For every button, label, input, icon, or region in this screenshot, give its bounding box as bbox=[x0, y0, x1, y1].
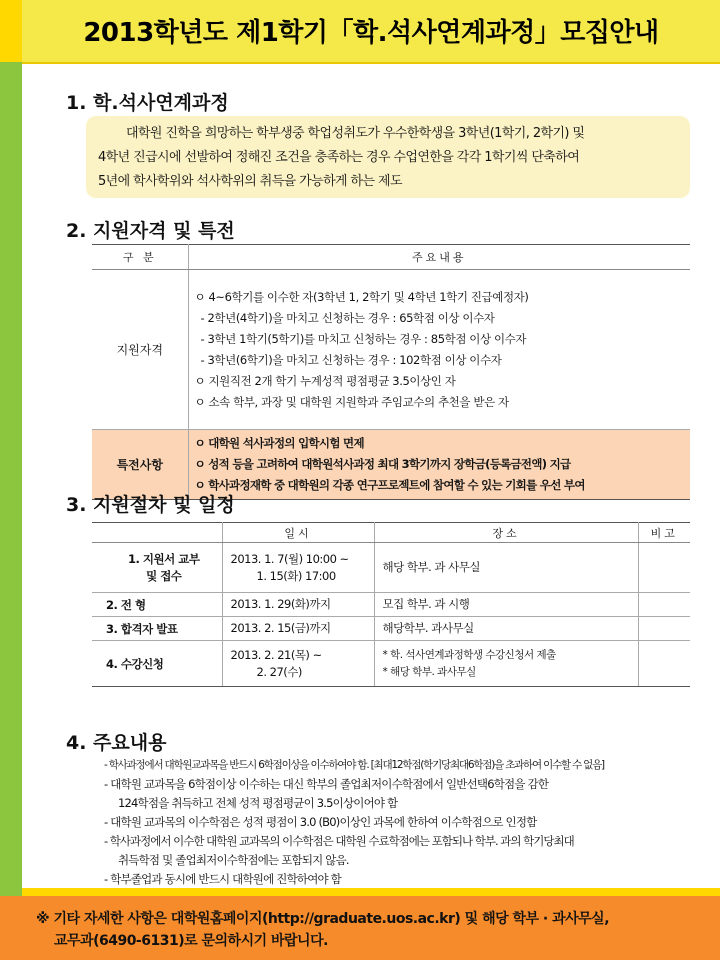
list-item: - 학사과정에서 이수한 대학원 교과목의 이수학점은 대학원 수료학점에는 포함되나 학부. 과의 학기당최대 bbox=[104, 834, 574, 848]
benefit-line: ㅇ 성적 등을 고려하여 대학원석사과정 최대 3학기까지 장학금(등록금전액) 지급 bbox=[194, 457, 571, 471]
section-2-title: 2. 지원자격 및 특전 bbox=[66, 220, 235, 242]
schedule-place-line: * 학. 석사연계과정학생 수강신청서 제출 bbox=[382, 648, 556, 661]
schedule-date-line: 1. 15(화) 17:00 bbox=[256, 568, 336, 583]
benefit-label: 특전사항 bbox=[92, 430, 188, 500]
table-header-row bbox=[92, 245, 690, 270]
table-header-row bbox=[92, 523, 690, 543]
schedule-date bbox=[222, 543, 374, 593]
schedule-date-line: 2013. 1. 29(화)까지 bbox=[230, 597, 331, 611]
table-row bbox=[92, 593, 690, 617]
schedule-date-line: 2. 27(수) bbox=[256, 664, 302, 679]
schedule-table bbox=[92, 522, 690, 687]
schedule-item bbox=[92, 543, 222, 593]
qualification-line: ㅇ 소속 학부, 과장 및 대학원 지원학과 주임교수의 추천을 받은 자 bbox=[194, 394, 509, 409]
list-item: 124학점을 취득하고 전체 성적 평점평균이 3.5이상이어야 함 bbox=[118, 796, 398, 810]
list-item: - 대학원 교과목을 6학점이상 이수하는 대신 학부의 졸업최저이수학점에서 일반선택6학점을 감한 bbox=[104, 777, 549, 791]
list-item: - 학사과정에서 대학원교과목을 반드시 6학점이상을 이수하여야 함. [최대12학점(학기당최대6학점)을 초과하여 이수할 수 없음] bbox=[104, 759, 604, 771]
schedule-item: 3. 합격자 발표 bbox=[92, 617, 222, 641]
schedule-item: 2. 전 형 bbox=[92, 593, 222, 617]
schedule-place bbox=[374, 593, 638, 617]
table-row bbox=[92, 617, 690, 641]
schedule-note bbox=[638, 617, 690, 641]
section-4-title: 4. 주요내용 bbox=[66, 732, 167, 754]
benefit-line: ㅇ 대학원 석사과정의 입학시험 면제 bbox=[194, 436, 364, 450]
header-main-content: 주요내용 bbox=[188, 245, 690, 270]
description-line: 대학원 진학을 희망하는 학부생중 학업성취도가 우수한학생을 3학년(1학기, 2학기) 및 bbox=[126, 126, 585, 141]
schedule-date-line: 2013. 2. 21(목) ~ bbox=[230, 647, 322, 662]
schedule-place-line: 해당 학부. 과 사무실 bbox=[382, 560, 480, 574]
header-location: 장소 bbox=[374, 523, 638, 543]
benefit-row bbox=[92, 430, 690, 500]
qualification-content bbox=[188, 270, 690, 430]
footer-line: ※ 기타 자세한 사항은 대학원홈페이지(http://graduate.uos.ac.kr) 및 해당 학부 · 과사무실, bbox=[36, 911, 610, 927]
schedule-item-line: 1. 지원서 교부 bbox=[128, 551, 200, 566]
schedule-place-line: 해당학부. 과사무실 bbox=[382, 621, 474, 635]
schedule-place bbox=[374, 641, 638, 687]
left-accent-bar-top bbox=[0, 0, 22, 62]
qualification-line: ㅇ 4~6학기를 이수한 자(3학년 1, 2학기 및 4학년 1학기 진급예정자) bbox=[194, 289, 529, 304]
schedule-item-line: 및 접수 bbox=[146, 568, 182, 583]
qualification-line: - 3학년 1학기(5학기)를 마치고 신청하는 경우 : 85학점 이상 이수자 bbox=[200, 331, 527, 346]
schedule-date-line: 2013. 2. 15(금)까지 bbox=[230, 621, 331, 635]
header-remarks: 비고 bbox=[638, 523, 690, 543]
schedule-place bbox=[374, 617, 638, 641]
footer-line: 교무과(6490-6131)로 문의하시기 바랍니다. bbox=[54, 933, 328, 949]
list-item: - 대학원 교과목의 이수학점은 성적 평점이 3.0 (B0)이상인 과목에 한하여 이수학점으로 인정함 bbox=[104, 815, 537, 829]
schedule-date-line: 2013. 1. 7(월) 10:00 ~ bbox=[230, 551, 349, 566]
qualification-row bbox=[92, 270, 690, 430]
header-banner bbox=[22, 0, 720, 62]
section-1-title: 1. 학.석사연계과정 bbox=[66, 92, 229, 114]
key-details-list bbox=[104, 756, 710, 889]
list-item: 취득학점 및 졸업최저이수학점에는 포함되지 않음. bbox=[118, 853, 349, 867]
schedule-note bbox=[638, 543, 690, 593]
table-row bbox=[92, 641, 690, 687]
page-title: 2013학년도 제1학기「학.석사연계과정」모집안내 bbox=[83, 18, 659, 48]
schedule-date bbox=[222, 641, 374, 687]
footer-contact-banner bbox=[0, 896, 720, 960]
description-line: 4학년 진급시에 선발하여 정해진 조건을 충족하는 경우 수업연한을 각각 1학기씩 단축하여 bbox=[98, 150, 580, 165]
benefit-content bbox=[188, 430, 690, 500]
schedule-date bbox=[222, 617, 374, 641]
header-blank bbox=[92, 523, 222, 543]
schedule-place-line: * 해당 학부. 과사무실 bbox=[382, 665, 476, 678]
table-row bbox=[92, 543, 690, 593]
qualification-line: - 2학년(4학기)을 마치고 신청하는 경우 : 65학점 이상 이수자 bbox=[200, 310, 495, 325]
schedule-place bbox=[374, 543, 638, 593]
qualification-line: ㅇ 지원직전 2개 학기 누계성적 평점평균 3.5이상인 자 bbox=[194, 373, 456, 388]
benefit-line: ㅇ 학사과정재학 중 대학원의 각종 연구프로젝트에 참여할 수 있는 기회를 우선 부여 bbox=[194, 478, 585, 492]
left-accent-bar bbox=[0, 62, 22, 897]
section-3-title: 3. 지원절차 및 일정 bbox=[66, 494, 235, 516]
header-category: 구 분 bbox=[92, 245, 188, 270]
qualification-table bbox=[92, 244, 690, 500]
header-datetime: 일시 bbox=[222, 523, 374, 543]
description-line: 5년에 학사학위와 석사학위의 취득을 가능하게 하는 제도 bbox=[98, 174, 402, 189]
schedule-place-line: 모집 학부. 과 시행 bbox=[382, 597, 470, 611]
schedule-note bbox=[638, 641, 690, 687]
list-item: - 학부졸업과 동시에 반드시 대학원에 진학하여야 함 bbox=[104, 872, 341, 886]
footer-accent-strip bbox=[22, 888, 720, 896]
schedule-note bbox=[638, 593, 690, 617]
schedule-date bbox=[222, 593, 374, 617]
program-description-box bbox=[86, 116, 690, 198]
qualification-line: - 3학년(6학기)을 마치고 신청하는 경우 : 102학점 이상 이수자 bbox=[200, 352, 502, 367]
qualification-label: 지원자격 bbox=[92, 270, 188, 430]
schedule-item: 4. 수강신청 bbox=[92, 641, 222, 687]
header-divider bbox=[22, 62, 720, 64]
